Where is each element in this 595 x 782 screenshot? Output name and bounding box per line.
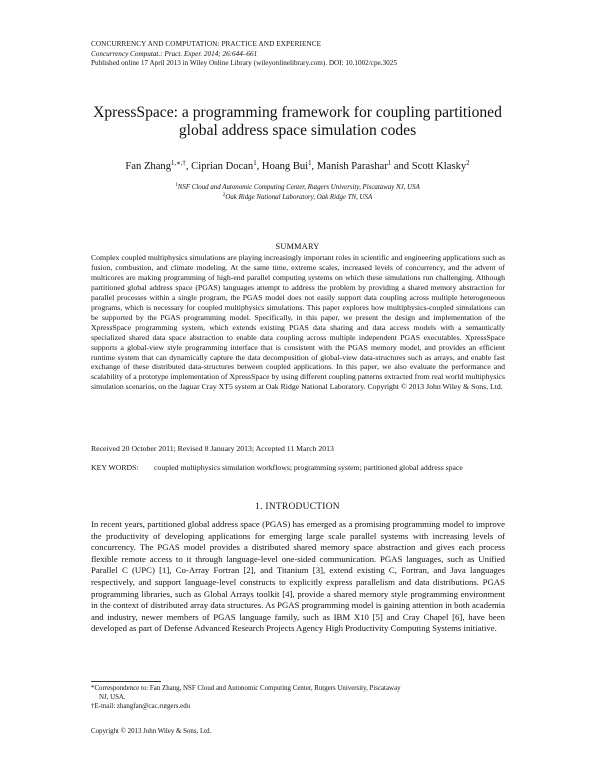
author: Manish Parashar$^1$ [316,160,392,172]
author-list: Fan Zhang$^{1,∗,\dagger}$, Ciprian Docan$^1$, Hoang Bui$^1$, Manish Parashar$^1$ and Scott Klasky$^2$ [125,160,470,172]
footnotes [91,685,505,711]
journal-citation: Concurrency Computat.: Pract. Exper. 2014; 26:644–661 [91,49,258,58]
received-dates: Received 20 October 2011; Revised 8 January 2013; Accepted 11 March 2013 [91,444,334,453]
author: Scott Klasky$^2$ [411,160,470,172]
author: Hoang Bui$^1$ [261,160,312,172]
author: Ciprian Docan$^1$ [191,160,257,172]
paper-title [60,104,535,140]
copyright-notice: Copyright © 2013 John Wiley & Sons, Ltd. [91,728,212,735]
title-line-1: XpressSpace: a programming framework for coupling partitioned [93,104,502,121]
keywords-text: coupled multiphysics simulation workflows; programming system; partitioned global address space [154,463,463,472]
author: Fan Zhang$^{1,∗,\dagger}$ [125,160,186,172]
journal-name: CONCURRENCY AND COMPUTATION: PRACTICE AND EXPERIENCE [91,40,322,48]
keywords [91,463,505,473]
section-heading-introduction: 1. INTRODUCTION [255,502,340,512]
summary-heading: SUMMARY [275,242,320,251]
title-line-2: global address space simulation codes [178,122,417,139]
publication-info: Published online 17 April 2013 in Wiley Online Library (wileyonlinelibrary.com). DOI: 10.1002/cpe.3025 [91,59,397,68]
footnote-email: †E-mail: zhangfan@cac.rutgers.edu [91,702,191,710]
abstract-text: Complex coupled multiphysics simulations are playing increasingly important roles in scientific and engineering applications such as fusion, combustion, and climate modeling. At the same time, extreme scales, increased levels of concurrency, and the advent of multicores are making programming of high-end parallel computing systems on which these simulations run challenging. Although partitioned global address space (PGAS) languages attempt to address the problem by providing a shared memory abstraction for parallel processes within a single program, the PGAS model does not easily support data coupling across multiple heterogeneous programs, which is necessary for coupled multiphysics simulations. This paper explores how multiphysics-coupled simulations can be supported by the PGAS programming model. Specifically, in this paper, we present the design and implementation of the XpressSpace programming system, which extends existing PGAS data sharing and data access models with a semantically specialized shared data space abstraction to enable data coupling across multiple independent PGAS executables. XpressSpace supports a global-view style programming interface that is consistent with the PGAS memory model, and provides an efficient runtime system that can dynamically capture the data decomposition of global-view data-structures such as arrays, and enable fast exchange of these distributed data-structures between coupled applications. In this paper, we also evaluate the performance and scalability of a prototype implementation of XpressSpace by using different coupling patterns extracted from real world multiphysics simulation scenarios, on the Jaguar Cray XT5 system at Oak Ridge National Laboratory. Copyright © 2013 John Wiley & Sons, Ltd. [91,253,505,392]
footnote-correspondence: *Correspondence to: Fan Zhang, NSF Cloud and Autonomic Computing Center, Rutgers University, Piscataway NJ, USA. [91,685,401,701]
journal-header [91,40,511,69]
affiliation-2: $^2$Oak Ridge National Laboratory, Oak Ridge TN, USA [222,192,373,201]
keywords-label: KEY WORDS: [91,463,139,472]
affiliation-1: $^1$NSF Cloud and Autonomic Computing Center, Rutgers University, Piscataway NJ, USA [175,182,420,191]
footnote-rule [91,681,161,682]
introduction-text: In recent years, partitioned global address space (PGAS) has emerged as a promising programming model to improve the productivity of developing applications for emerging large scale parallel systems with increasing levels of concurrency. The PGAS model provides a distributed shared memory space abstraction and gives each process flexible remote access to it through language-level one-sided communication. PGAS languages, such as Unified Parallel C (UPC) [1], Co-Array Fortran [2], and Titanium [3], extend existing C, Fortran, and Java languages respectively, and support language-level constructs to explicitly express parallelism and data distributions. PGAS programming libraries, such as Global Arrays toolkit [4], provide a shared memory style programming environment in the context of distributed array data structures. As PGAS programming model is gaining attention in both academia and industry, newer members of PGAS language family, such as IBM X10 [5] and Cray Chapel [6], have been developed as part of Defense Advanced Research Projects Agency High Productivity Computing Systems initiative. [91,519,505,634]
